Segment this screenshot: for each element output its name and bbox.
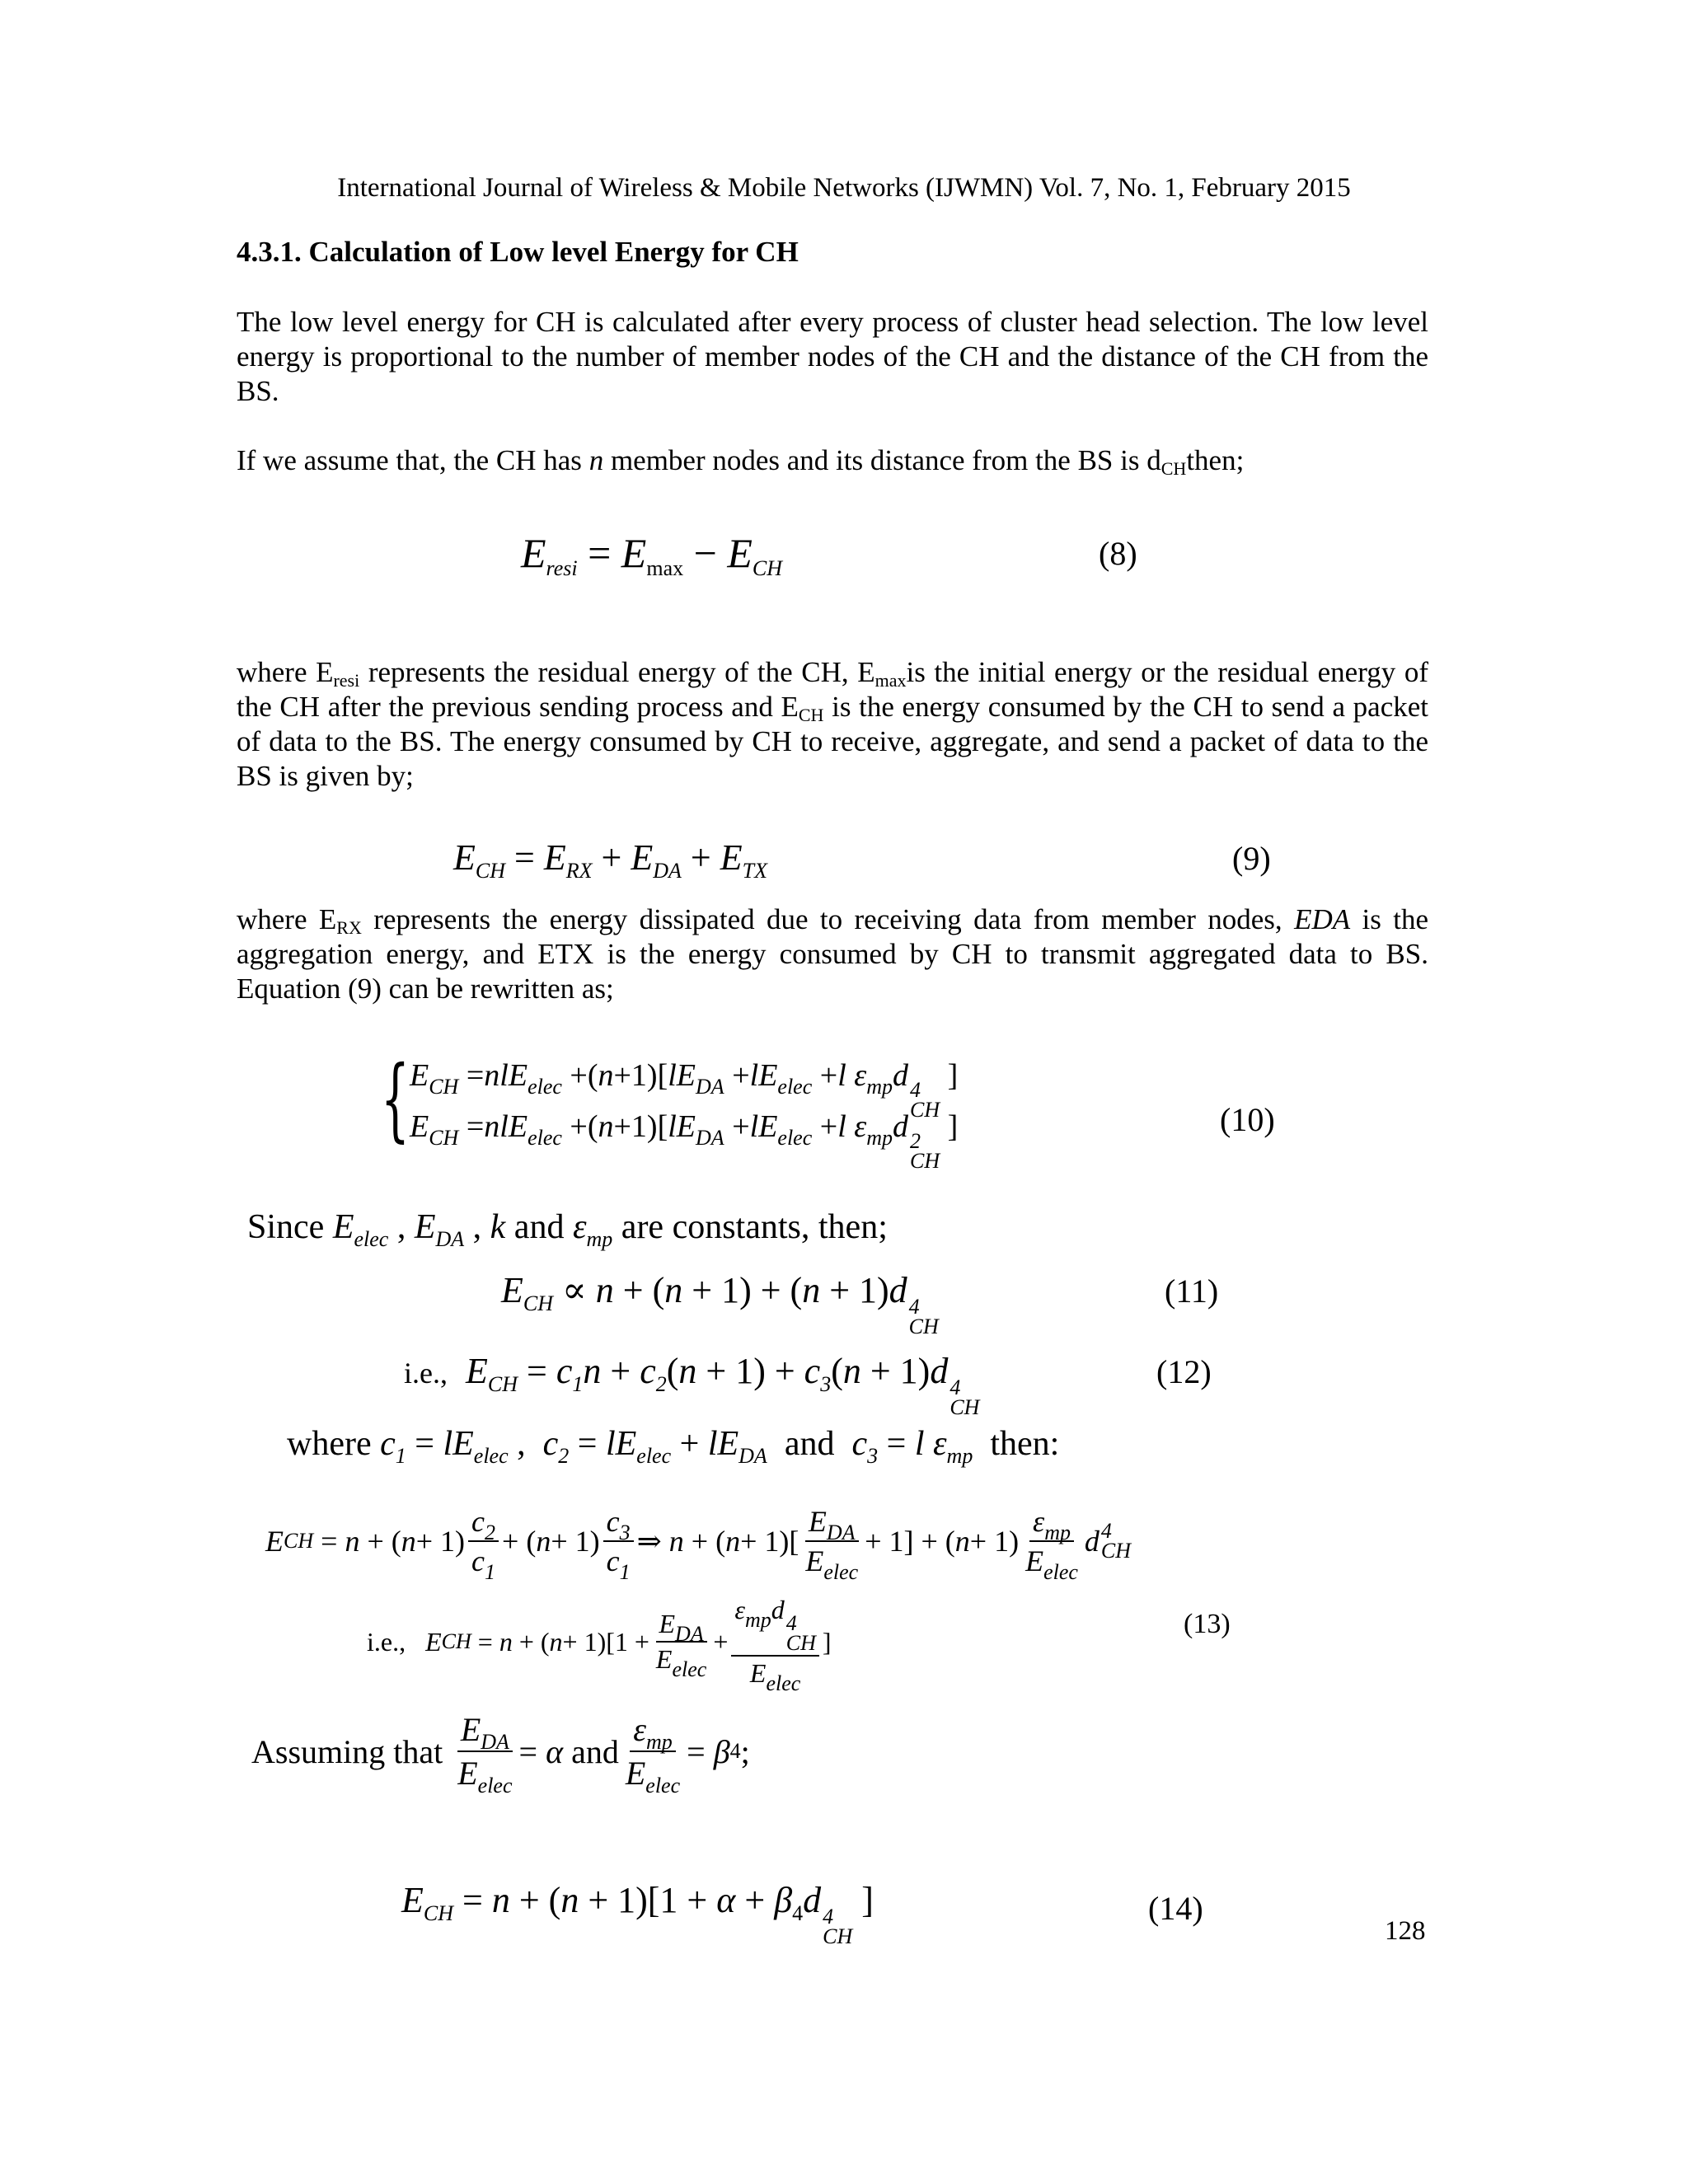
assumption-definitions: Assuming that $\frac{E_{DA}}{E_{elec}}$ = α and $\frac{\varepsilon_{mp}}{E_{elec}}$ = β 4 ; — [251, 1711, 750, 1797]
paragraph-intro: The low level energy for CH is calculated after every process of cluster head selection. The low level energy is proportional to the number of member nodes of the CH and the distance of the CH from the BS. — [237, 306, 1428, 407]
equation-10-line-1: $E_{CH} =nlE_{elec} +(n+1)[lE_{DA} +lE_{elec} +l$ $\varepsilon_{mp}d$ 4 CH ] — [410, 1058, 959, 1122]
paragraph-residual: where $E_{resi}$ represents the residual energy of the CH, $E_{max}is$ the initial energy or the residual energy of the CH after the previous sending process and $E_{CH}$ is the energy consumed by the CH to send a packet of data to the BS. The energy consumed by CH to receive, aggregate, and send a packet of data to the BS is given by; — [237, 656, 1428, 792]
equation-9: $E_{CH} = E_{RX} + E_{DA} + E_{TX}$ — [453, 837, 767, 883]
equation-8: $E_{resi} = E_{max} - E_{CH}$ — [521, 530, 782, 580]
paragraph-rx: where $E_{RX}$ represents the energy dissipated due to receiving data from member nodes, EDA is the aggregation energy, and ETX is the energy consumed by CH to transmit aggregated data to BS. Equation (9) can be rewritten as; — [237, 903, 1429, 1005]
equation-10-brace: { — [381, 1046, 410, 1151]
coefficient-definitions: where $c_1 = lE_{elec}$ , $c_2 = lE_{elec} + lE_{DA}$ and $c_3 = l$ $\varepsilon_{mp}$ then: — [287, 1425, 1060, 1468]
section-heading: 4.3.1. Calculation of Low level Energy for CH — [237, 236, 799, 268]
equation-number-11: (11) — [1165, 1272, 1219, 1310]
journal-header: International Journal of Wireless & Mobile Networks (IJWMN) Vol. 7, No. 1, February 2015 — [337, 173, 1351, 203]
equation-number-13: (13) — [1184, 1609, 1231, 1639]
equation-number-14: (14) — [1148, 1890, 1203, 1927]
paragraph-assumption: If we assume that, the CH has n member nodes and its distance from the BS is $d_{CH}then$; — [237, 444, 1245, 479]
equation-10-line-2: $E_{CH} =nlE_{elec} +(n+1)[lE_{DA} +lE_{elec} +l$ $\varepsilon_{mp}d$ 2 CH ] — [410, 1109, 959, 1173]
page-number: 128 — [1385, 1916, 1426, 1946]
equation-14: $E_{CH} = n + (n + 1)[1 + \alpha + \beta_4d$ 4 CH ] — [401, 1880, 874, 1948]
equation-13-derivation: E CH = n + ( n + 1) $\frac{c_2}{c_1}$ + ( n + 1) $\frac{c_3}{c_1}$ ⇒ n + ( n + 1)[ $\frac{E_{DA}}{E_{elec}}$ + 1] + ( n + 1) $\frac{\varepsilon_{mp}}{E_{elec}}$ d 4 CH — [265, 1505, 1132, 1584]
equation-number-9: (9) — [1232, 840, 1271, 877]
equation-number-12: (12) — [1156, 1353, 1212, 1390]
equation-number-10: (10) — [1220, 1101, 1275, 1138]
equation-11: $E_{CH} \propto n + (n + 1) + (n + 1)d$ 4 CH — [501, 1270, 939, 1338]
equation-13: i.e., E CH = n + ( n + 1)[1 + $\frac{E_{DA}}{E_{elec}}$ + $\varepsilon_{mp}d$ 4 CH $E_{elec}$ ] — [367, 1595, 832, 1695]
equation-12: i.e., $E_{CH} = c_1n + c_2(n + 1) + c_3(n + 1)d$ 4 CH — [404, 1351, 980, 1419]
equation-number-8: (8) — [1099, 535, 1137, 572]
constants-statement: Since $E_{elec}$ , $E_{DA}$ , k and $\varepsilon_{mp}$ are constants, then; — [247, 1208, 888, 1251]
